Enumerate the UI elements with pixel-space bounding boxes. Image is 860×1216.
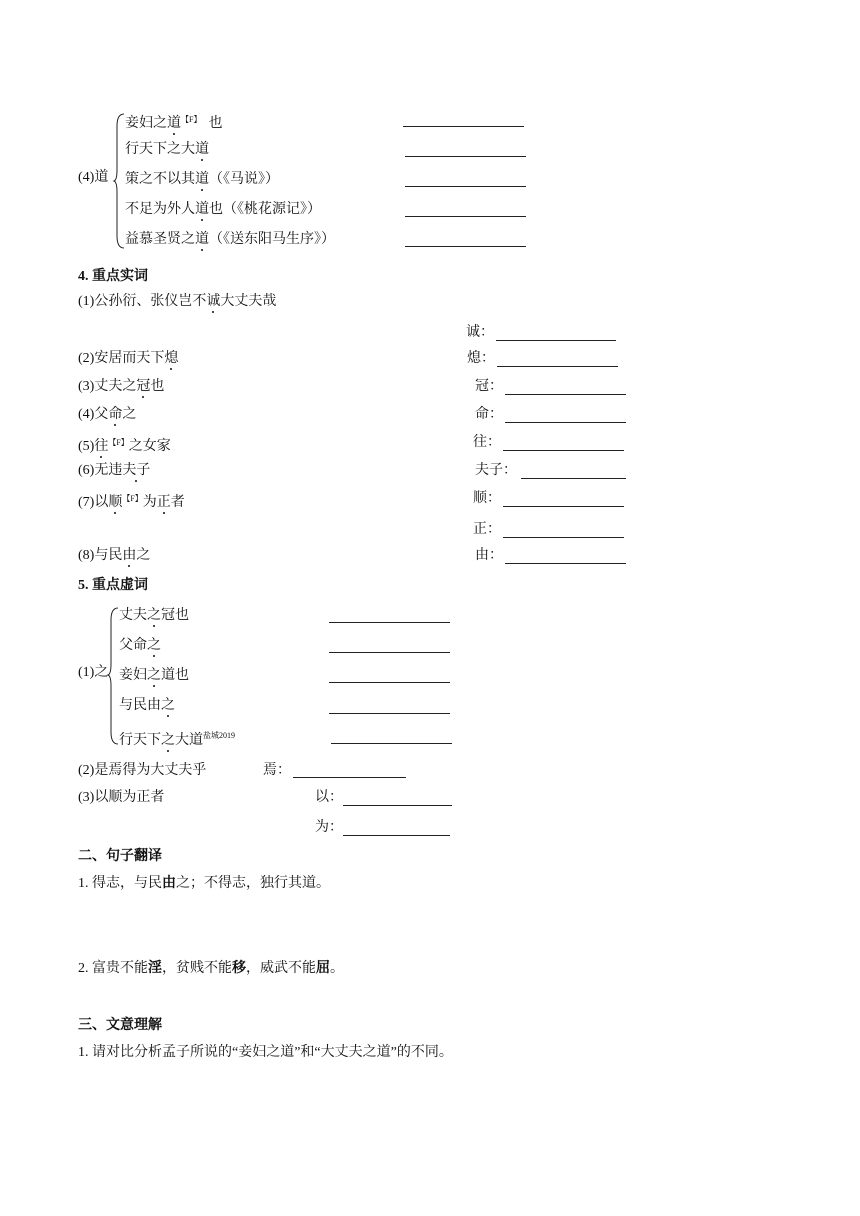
answer-blank[interactable] [405,156,526,157]
dao-item-1: 妾妇之道$^{【F】}$ 也 [125,115,223,131]
answer-blank[interactable] [497,366,618,367]
shici-item-3: (3)丈夫之冠也 [78,379,165,394]
answer-blank[interactable] [343,805,452,806]
source-tag: 盐城2019 [203,731,235,740]
answer-blank[interactable] [343,835,450,836]
comprehension-question-1: 1. 请对比分析孟子所说的“妾妇之道”和“大丈夫之道”的不同。 [78,1045,453,1060]
shici-item-1: (1)公孙衍、张仪岂不诚大丈夫哉 [78,294,277,309]
dao-group-label: (4)道 [78,170,109,185]
shici-item-5: (5)往$^{【F】}$之女家 [78,438,171,454]
answer-blank[interactable] [331,743,452,744]
shici-item-4: (4)父命之 [78,407,137,422]
zhi-group-label: (1)之 [78,665,109,680]
dao-item-5: 益慕圣贤之道（《送东阳马生序》） [125,232,335,247]
answer-blank[interactable] [503,537,624,538]
answer-blank[interactable] [405,186,526,187]
blank-label-yi: 以： [315,790,343,805]
shici-item-8: (8)与民由之 [78,548,151,563]
section-title-comprehension: 三、文意理解 [78,1018,162,1033]
blank-label-cheng: 诚： [466,325,494,340]
xuci-item-3: (3)以顺为正者 [78,790,165,805]
answer-blank[interactable] [505,394,626,395]
answer-blank[interactable] [405,216,526,217]
blank-label-guan: 冠： [475,379,503,394]
zhi-item-3: 妾妇之道也 [119,668,189,683]
answer-blank[interactable] [505,563,626,564]
xuci-item-2: (2)是焉得为大丈夫乎 [78,763,207,778]
shici-item-2: (2)安居而天下熄 [78,351,179,366]
answer-blank[interactable] [329,622,450,623]
zhi-item-5: 行天下之大道$^{盐城2019}$ [119,731,235,748]
answer-blank[interactable] [503,450,624,451]
answer-blank[interactable] [405,246,526,247]
answer-blank[interactable] [329,682,450,683]
answer-blank[interactable] [503,506,624,507]
dao-item-2: 行天下之大道 [125,142,209,157]
translation-sentence-2: 2. 富贵不能淫，贫贱不能移，威武不能屈。 [78,961,344,976]
section-title-shici: 4. 重点实词 [78,269,148,284]
blank-label-you: 由： [475,548,503,563]
shici-item-7: (7)以顺$^{【F】}$为正者 [78,494,185,510]
answer-blank[interactable] [521,478,626,479]
zhi-item-4: 与民由之 [119,698,175,713]
zhi-item-2: 父命之 [119,638,161,653]
answer-blank[interactable] [496,340,616,341]
answer-blank[interactable] [293,777,406,778]
blank-label-wei: 为： [315,820,343,835]
blank-label-ming: 命： [475,407,503,422]
dao-item-4: 不足为外人道也（《桃花源记》） [125,202,321,217]
translation-sentence-1: 1. 得志，与民由之；不得志，独行其道。 [78,876,330,891]
shici-item-6: (6)无违夫子 [78,463,151,478]
zhi-item-1: 丈夫之冠也 [119,608,189,623]
blank-label-zheng: 正： [473,522,501,537]
blank-label-shun: 顺： [473,491,501,506]
answer-blank[interactable] [329,713,450,714]
section-title-translation: 二、句子翻译 [78,849,162,864]
section-title-xuci: 5. 重点虚词 [78,578,148,593]
blank-label-yan: 焉： [263,763,291,778]
blank-label-xi: 熄： [467,351,495,366]
answer-blank[interactable] [505,422,626,423]
answer-blank[interactable] [403,126,524,127]
answer-blank[interactable] [329,652,450,653]
dao-item-3: 策之不以其道（《马说》） [125,172,279,187]
blank-label-wang: 往： [473,435,501,450]
blank-label-fuzi: 夫子： [475,463,517,478]
